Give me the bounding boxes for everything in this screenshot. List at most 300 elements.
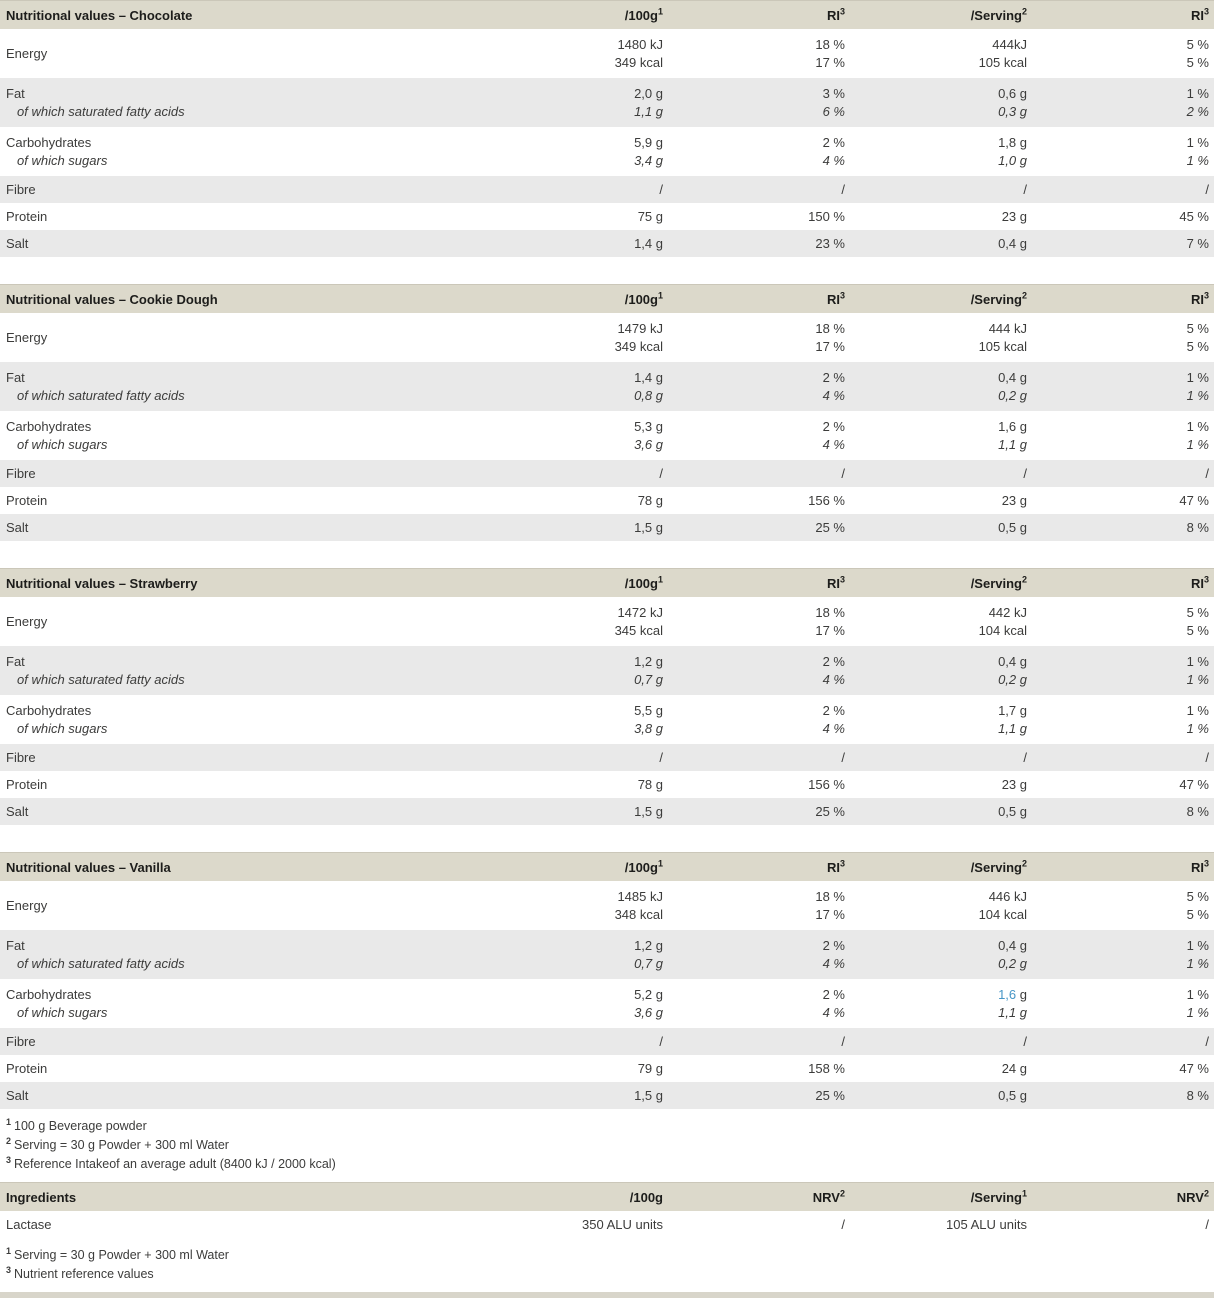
value-line: 25 %: [815, 1087, 845, 1103]
value-line: 18 %: [815, 605, 845, 620]
value-line: 348 kcal: [614, 907, 663, 922]
value-line: 1,0 g: [998, 153, 1027, 168]
row-label: Fat: [6, 938, 25, 953]
value-cell: [1032, 208, 1214, 226]
value-line: 4 %: [822, 672, 845, 687]
value-cell: [850, 1060, 1032, 1078]
value-line: 5 %: [1186, 55, 1209, 70]
value-cell: [1032, 134, 1214, 170]
row-label-cell: [0, 1087, 486, 1105]
table-row: [0, 1055, 1214, 1082]
value-line: 5 %: [1186, 339, 1209, 354]
value-cell: [1032, 181, 1214, 199]
value-cell: [486, 134, 668, 170]
value-cell: [486, 937, 668, 973]
column-header: $RI^3$: [826, 290, 845, 307]
table-row: [0, 979, 1214, 1028]
table-row: [0, 362, 1214, 411]
next-section-edge: [0, 1292, 1214, 1298]
value-cell: [486, 702, 668, 738]
value-line: 5,3 g: [634, 419, 663, 434]
row-label-cell: [0, 320, 486, 356]
value-cell: [668, 986, 850, 1022]
row-label: Carbohydrates: [6, 135, 92, 150]
value-cell: [486, 36, 668, 72]
value-line: 2,0 g: [634, 86, 663, 101]
value-cell: [850, 888, 1032, 924]
column-header: /100g: [629, 1189, 663, 1205]
value-line: 0,6 g: [998, 86, 1027, 101]
value-cell: [1032, 36, 1214, 72]
table-row: [0, 646, 1214, 695]
row-label-cell: [0, 937, 486, 973]
value-line: 1,6 g: [998, 419, 1027, 434]
value-cell: [486, 418, 668, 454]
value-line: 1,2 g: [634, 654, 663, 669]
value-line: /: [1023, 465, 1027, 481]
value-cell: [1032, 776, 1214, 794]
value-cell: [1032, 1087, 1214, 1105]
row-label: Carbohydrates: [6, 987, 92, 1002]
row-label-cell: [0, 418, 486, 454]
value-cell: [668, 181, 850, 199]
value-cell: [850, 519, 1032, 537]
row-sublabel: of which saturated fatty acids: [17, 104, 185, 119]
value-line: 47 %: [1179, 492, 1209, 508]
value-cell: [486, 208, 668, 226]
value-cell: [850, 134, 1032, 170]
value-line: 1479 kJ: [617, 321, 663, 336]
value-line: 345 kcal: [614, 623, 663, 638]
value-line: 6 %: [822, 104, 845, 119]
value-cell: [1032, 1033, 1214, 1051]
value-line: 4 %: [822, 956, 845, 971]
column-header: $RI^3$: [826, 574, 845, 591]
value-cell: [486, 749, 668, 767]
row-label: Protein: [6, 492, 48, 508]
value-line: 1,1 g: [634, 104, 663, 119]
value-cell: [1032, 1060, 1214, 1078]
nutrition-table: [0, 1182, 1214, 1238]
value-line: 1,2 g: [634, 938, 663, 953]
value-line: 156 %: [808, 492, 845, 508]
value-line: 1485 kJ: [617, 889, 663, 904]
value-line: 105 kcal: [978, 339, 1027, 354]
row-label-cell: [0, 1216, 486, 1234]
row-label-cell: [0, 181, 486, 199]
value-line: 25 %: [815, 519, 845, 535]
row-label: Protein: [6, 776, 48, 792]
table-row: [0, 930, 1214, 979]
value-line: 0,4 g: [998, 235, 1027, 251]
value-line: /: [1205, 1216, 1209, 1232]
table-row: [0, 744, 1214, 771]
value-cell: [668, 418, 850, 454]
column-header: /Serving$^1$: [970, 1188, 1027, 1205]
row-label-cell: [0, 986, 486, 1022]
column-header: $RI^3$: [1190, 290, 1209, 307]
value-line: 0,2 g: [998, 956, 1027, 971]
value-line: 444 kJ: [988, 321, 1027, 336]
row-sublabel: of which sugars: [17, 153, 108, 168]
row-label-cell: [0, 888, 486, 924]
value-line: 0,3 g: [998, 104, 1027, 119]
value-line: 2 %: [822, 703, 845, 718]
value-cell: [486, 320, 668, 356]
footnote: $^2$ Serving = 30 g Powder + 300 ml Water: [6, 1135, 229, 1152]
value-line: 1,5 g: [634, 803, 663, 819]
value-line: 0,2 g: [998, 388, 1027, 403]
value-line: 5 %: [1186, 623, 1209, 638]
column-header: $/100g^1$: [624, 6, 663, 23]
value-line: 1,7 g: [998, 703, 1027, 718]
value-line: 75 g: [637, 208, 663, 224]
column-header: NRV$^2$: [1176, 1188, 1209, 1205]
value-line: 23 g: [1001, 776, 1027, 792]
value-line: 2 %: [822, 987, 845, 1002]
value-line: 2 %: [822, 938, 845, 953]
value-cell: [668, 134, 850, 170]
value-line: 2 %: [822, 135, 845, 150]
value-cell: [850, 1087, 1032, 1105]
table-row: [0, 230, 1214, 257]
value-line: 5 %: [1186, 889, 1209, 904]
footnote: $^3$ Reference Intakeof an average adult (8400 kJ / 2000 kcal): [6, 1154, 336, 1171]
value-cell: [486, 776, 668, 794]
value-cell: [486, 1216, 668, 1234]
value-line: 18 %: [815, 37, 845, 52]
value-line: 0,7 g: [634, 672, 663, 687]
value-cell: [668, 1033, 850, 1051]
value-line: 0,4 g: [998, 938, 1027, 953]
value-cell: [1032, 320, 1214, 356]
value-line: 23 g: [1001, 208, 1027, 224]
value-line: /: [659, 181, 663, 197]
value-cell: [850, 653, 1032, 689]
value-cell: [486, 1087, 668, 1105]
value-line: 8 %: [1186, 1087, 1209, 1103]
value-cell: [850, 937, 1032, 973]
value-cell: [1032, 492, 1214, 510]
table-header-row: [0, 568, 1214, 597]
row-label-cell: [0, 749, 486, 767]
column-header: /Serving$^2$: [970, 290, 1027, 307]
column-header: $/100g^1$: [624, 574, 663, 591]
value-cell: [668, 320, 850, 356]
nutrition-table: [0, 852, 1214, 1109]
value-line: 47 %: [1179, 776, 1209, 792]
column-header: /Serving$^2$: [970, 858, 1027, 875]
table-row: [0, 78, 1214, 127]
value-line: 1,4 g: [634, 235, 663, 251]
value-line: 442 kJ: [988, 605, 1027, 620]
value-cell: [486, 888, 668, 924]
row-label-cell: [0, 492, 486, 510]
value-line: 78 g: [637, 492, 663, 508]
value-line: /: [1023, 181, 1027, 197]
column-header: $/100g^1$: [624, 290, 663, 307]
value-line: 0,4 g: [998, 370, 1027, 385]
value-line: 349 kcal: [614, 339, 663, 354]
value-line: 1 %: [1186, 437, 1209, 452]
column-header: $RI^3$: [1190, 858, 1209, 875]
row-label: Energy: [6, 898, 48, 913]
value-line: 0,2 g: [998, 672, 1027, 687]
value-line: 2 %: [822, 370, 845, 385]
row-label: Energy: [6, 46, 48, 61]
value-line: 2 %: [822, 419, 845, 434]
value-line: 1 %: [1186, 938, 1209, 953]
value-line: 156 %: [808, 776, 845, 792]
value-cell: [1032, 888, 1214, 924]
table-row: [0, 29, 1214, 78]
value-line: 446 kJ: [988, 889, 1027, 904]
row-label: Lactase: [6, 1216, 52, 1232]
row-label: Fat: [6, 654, 25, 669]
value-line: /: [1023, 1033, 1027, 1049]
row-label-cell: [0, 776, 486, 794]
value-cell: [486, 653, 668, 689]
value-cell: [668, 465, 850, 483]
value-line: 17 %: [815, 623, 845, 638]
column-header: /Serving$^2$: [970, 574, 1027, 591]
value-line: 0,8 g: [634, 388, 663, 403]
value-cell: [850, 181, 1032, 199]
row-label-cell: [0, 134, 486, 170]
value-line: 349 kcal: [614, 55, 663, 70]
row-sublabel: of which saturated fatty acids: [17, 672, 185, 687]
value-cell: [850, 418, 1032, 454]
value-cell: [668, 702, 850, 738]
value-line: 5 %: [1186, 605, 1209, 620]
table-row: [0, 487, 1214, 514]
value-line: /: [841, 1216, 845, 1232]
row-label: Protein: [6, 208, 48, 224]
value-line: 18 %: [815, 321, 845, 336]
table-title: Nutritional values – Vanilla: [6, 859, 171, 875]
ingredients-section: [0, 1182, 1214, 1238]
row-label-cell: [0, 235, 486, 253]
value-line: /: [659, 749, 663, 765]
value-line: 23 %: [815, 235, 845, 251]
value-line: /: [1205, 465, 1209, 481]
footnote: $^3$ Nutrient reference values: [6, 1264, 154, 1281]
value-cell: [668, 803, 850, 821]
value-line: /: [659, 1033, 663, 1049]
value-line: 3,8 g: [634, 721, 663, 736]
value-cell: [668, 492, 850, 510]
value-cell: [850, 492, 1032, 510]
value-cell: [1032, 803, 1214, 821]
value-cell: [486, 85, 668, 121]
value-cell: [850, 465, 1032, 483]
table-header-row: [0, 852, 1214, 881]
row-label: Salt: [6, 803, 29, 819]
value-line: 104 kcal: [978, 907, 1027, 922]
value-cell: [850, 36, 1032, 72]
value-cell: [668, 1087, 850, 1105]
value-cell: [1032, 749, 1214, 767]
nutrition-table: [0, 568, 1214, 825]
value-line: 1,8 g: [998, 135, 1027, 150]
value-cell: [668, 519, 850, 537]
value-cell: [486, 1060, 668, 1078]
value-line: 3,6 g: [634, 1005, 663, 1020]
value-cell: [668, 1060, 850, 1078]
value-line: 5,9 g: [634, 135, 663, 150]
value-cell: [486, 604, 668, 640]
table-title: Nutritional values – Chocolate: [6, 7, 193, 23]
value-line: 1 %: [1186, 672, 1209, 687]
value-line: 0,7 g: [634, 956, 663, 971]
value-line: 1 %: [1186, 86, 1209, 101]
value-cell: [668, 888, 850, 924]
value-line: 4 %: [822, 388, 845, 403]
value-line: 24 g: [1001, 1060, 1027, 1076]
value-cell: [668, 85, 850, 121]
value-cell: [486, 465, 668, 483]
value-cell: [1032, 604, 1214, 640]
value-cell: [1032, 937, 1214, 973]
value-line: 45 %: [1179, 208, 1209, 224]
table-title: Nutritional values – Cookie Dough: [6, 291, 218, 307]
table-header-row: [0, 284, 1214, 313]
column-header: $/100g^1$: [624, 858, 663, 875]
value-cell: [668, 653, 850, 689]
value-line: 7 %: [1186, 235, 1209, 251]
row-sublabel: of which sugars: [17, 721, 108, 736]
value-line: 18 %: [815, 889, 845, 904]
value-cell: [1032, 85, 1214, 121]
row-label: Salt: [6, 1087, 29, 1103]
value-line: 47 %: [1179, 1060, 1209, 1076]
value-line: 1 %: [1186, 987, 1209, 1002]
value-cell: [1032, 653, 1214, 689]
value-cell: [668, 937, 850, 973]
value-line: 1 %: [1186, 703, 1209, 718]
value-cell: [850, 1033, 1032, 1051]
value-line: /: [841, 749, 845, 765]
value-line: 1 %: [1186, 135, 1209, 150]
value-line: 4 %: [822, 1005, 845, 1020]
footnote: $^1$ 100 g Beverage powder: [6, 1116, 147, 1133]
value-cell: [1032, 465, 1214, 483]
table-row: [0, 1211, 1214, 1238]
value-cell: [850, 85, 1032, 121]
table-row: [0, 1028, 1214, 1055]
value-line: 1,5 g: [634, 1087, 663, 1103]
column-header: NRV$^2$: [812, 1188, 845, 1205]
value-line: 4 %: [822, 437, 845, 452]
value-line: 25 %: [815, 803, 845, 819]
value-cell: [850, 1216, 1032, 1234]
row-sublabel: of which sugars: [17, 437, 108, 452]
row-label-cell: [0, 1033, 486, 1051]
value-line: /: [1205, 749, 1209, 765]
value-cell: [850, 749, 1032, 767]
column-header: /Serving$^2$: [970, 6, 1027, 23]
footnotes-main: [6, 1117, 1214, 1174]
row-label: Fibre: [6, 465, 36, 481]
value-line: /: [841, 1033, 845, 1049]
table-row: [0, 771, 1214, 798]
footnotes-ingredients: [6, 1246, 1214, 1284]
value-cell: [668, 369, 850, 405]
table-row: [0, 411, 1214, 460]
value-cell: [1032, 235, 1214, 253]
value-line: 1472 kJ: [617, 605, 663, 620]
value-line: 5,2 g: [634, 987, 663, 1002]
value-line: 1,4 g: [634, 370, 663, 385]
value-cell: [850, 803, 1032, 821]
value-cell: [850, 604, 1032, 640]
value-cell: [486, 181, 668, 199]
table-row: [0, 881, 1214, 930]
table-row: [0, 313, 1214, 362]
row-label-cell: [0, 465, 486, 483]
table-row: [0, 1082, 1214, 1109]
table-title: Nutritional values – Strawberry: [6, 575, 198, 591]
table-row: [0, 203, 1214, 230]
value-line: 8 %: [1186, 519, 1209, 535]
value-cell: [850, 776, 1032, 794]
value-line: 1 %: [1186, 370, 1209, 385]
value-line: 105 kcal: [978, 55, 1027, 70]
value-line: 3,4 g: [634, 153, 663, 168]
value-line: 1 %: [1186, 388, 1209, 403]
value-cell: [668, 235, 850, 253]
row-label-cell: [0, 702, 486, 738]
value-line: 1,1 g: [998, 437, 1027, 452]
value-line: 1,6 g: [998, 987, 1027, 1002]
value-line: 3 %: [822, 86, 845, 101]
value-line: 0,4 g: [998, 654, 1027, 669]
value-line: 78 g: [637, 776, 663, 792]
row-label-cell: [0, 208, 486, 226]
value-line: 1 %: [1186, 721, 1209, 736]
row-sublabel: of which sugars: [17, 1005, 108, 1020]
row-label: Salt: [6, 519, 29, 535]
row-label: Fibre: [6, 749, 36, 765]
value-cell: [850, 235, 1032, 253]
value-line: 17 %: [815, 907, 845, 922]
value-cell: [486, 803, 668, 821]
table-header-row: [0, 0, 1214, 29]
row-label-cell: [0, 36, 486, 72]
value-line: 8 %: [1186, 803, 1209, 819]
value-line: /: [659, 465, 663, 481]
value-cell: [486, 986, 668, 1022]
value-line: 5,5 g: [634, 703, 663, 718]
value-line: 2 %: [1186, 104, 1209, 119]
value-line: 1 %: [1186, 153, 1209, 168]
row-label-cell: [0, 519, 486, 537]
row-label: Protein: [6, 1060, 48, 1076]
value-line: 444kJ: [992, 37, 1027, 52]
value-cell: [850, 702, 1032, 738]
value-line: 79 g: [637, 1060, 663, 1076]
value-cell: [1032, 519, 1214, 537]
row-label-cell: [0, 1060, 486, 1078]
value-line: 17 %: [815, 55, 845, 70]
value-line: 4 %: [822, 721, 845, 736]
value-cell: [850, 320, 1032, 356]
table-row: [0, 695, 1214, 744]
table-row: [0, 798, 1214, 825]
value-line: 5 %: [1186, 321, 1209, 336]
value-cell: [668, 776, 850, 794]
value-cell: [1032, 702, 1214, 738]
